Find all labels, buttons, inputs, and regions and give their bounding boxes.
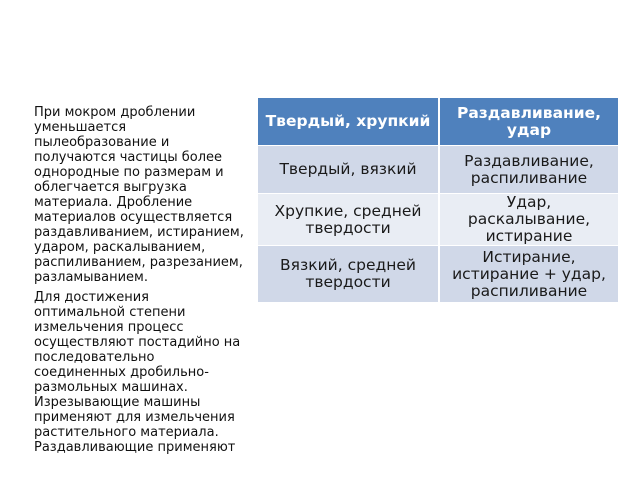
table-row xyxy=(258,98,618,146)
table-cell-material: Твердый, хрупкий xyxy=(258,98,439,146)
paragraph-stages: Для достижения оптимальной степени измельчения процесс осуществляют постадийно на последовательно соединенных дробильно-размольных машинах. Изрезывающие машины применяют для измельчения растительного материала. Раздавливающие применяют xyxy=(34,290,241,455)
table-row xyxy=(258,246,618,303)
table-cell-method: Раздавливание, распиливание xyxy=(439,146,618,194)
table-row xyxy=(258,194,618,246)
paragraph-crushing: При мокром дроблении уменьшается пылеобразование и получаются частицы более однородные по размерам и облегчается выгрузка материала. Дробление материалов осуществляется раздавливанием, истиранием, ударом, раскалыванием, распиливанием, разрезанием, разламыванием. xyxy=(34,105,244,285)
crushing-methods-table xyxy=(258,98,618,303)
table-cell-material: Вязкий, средней твердости xyxy=(258,246,439,303)
table-row xyxy=(258,146,618,194)
table-cell-material: Хрупкие, средней твердости xyxy=(258,194,439,246)
table-cell-method: Истирание, истирание + удар, распиливание xyxy=(439,246,618,303)
table-cell-material: Твердый, вязкий xyxy=(258,146,439,194)
table-cell-method: Раздавливание, удар xyxy=(439,98,618,146)
table-cell-method: Удар, раскалывание, истирание xyxy=(439,194,618,246)
body-text xyxy=(34,105,244,460)
